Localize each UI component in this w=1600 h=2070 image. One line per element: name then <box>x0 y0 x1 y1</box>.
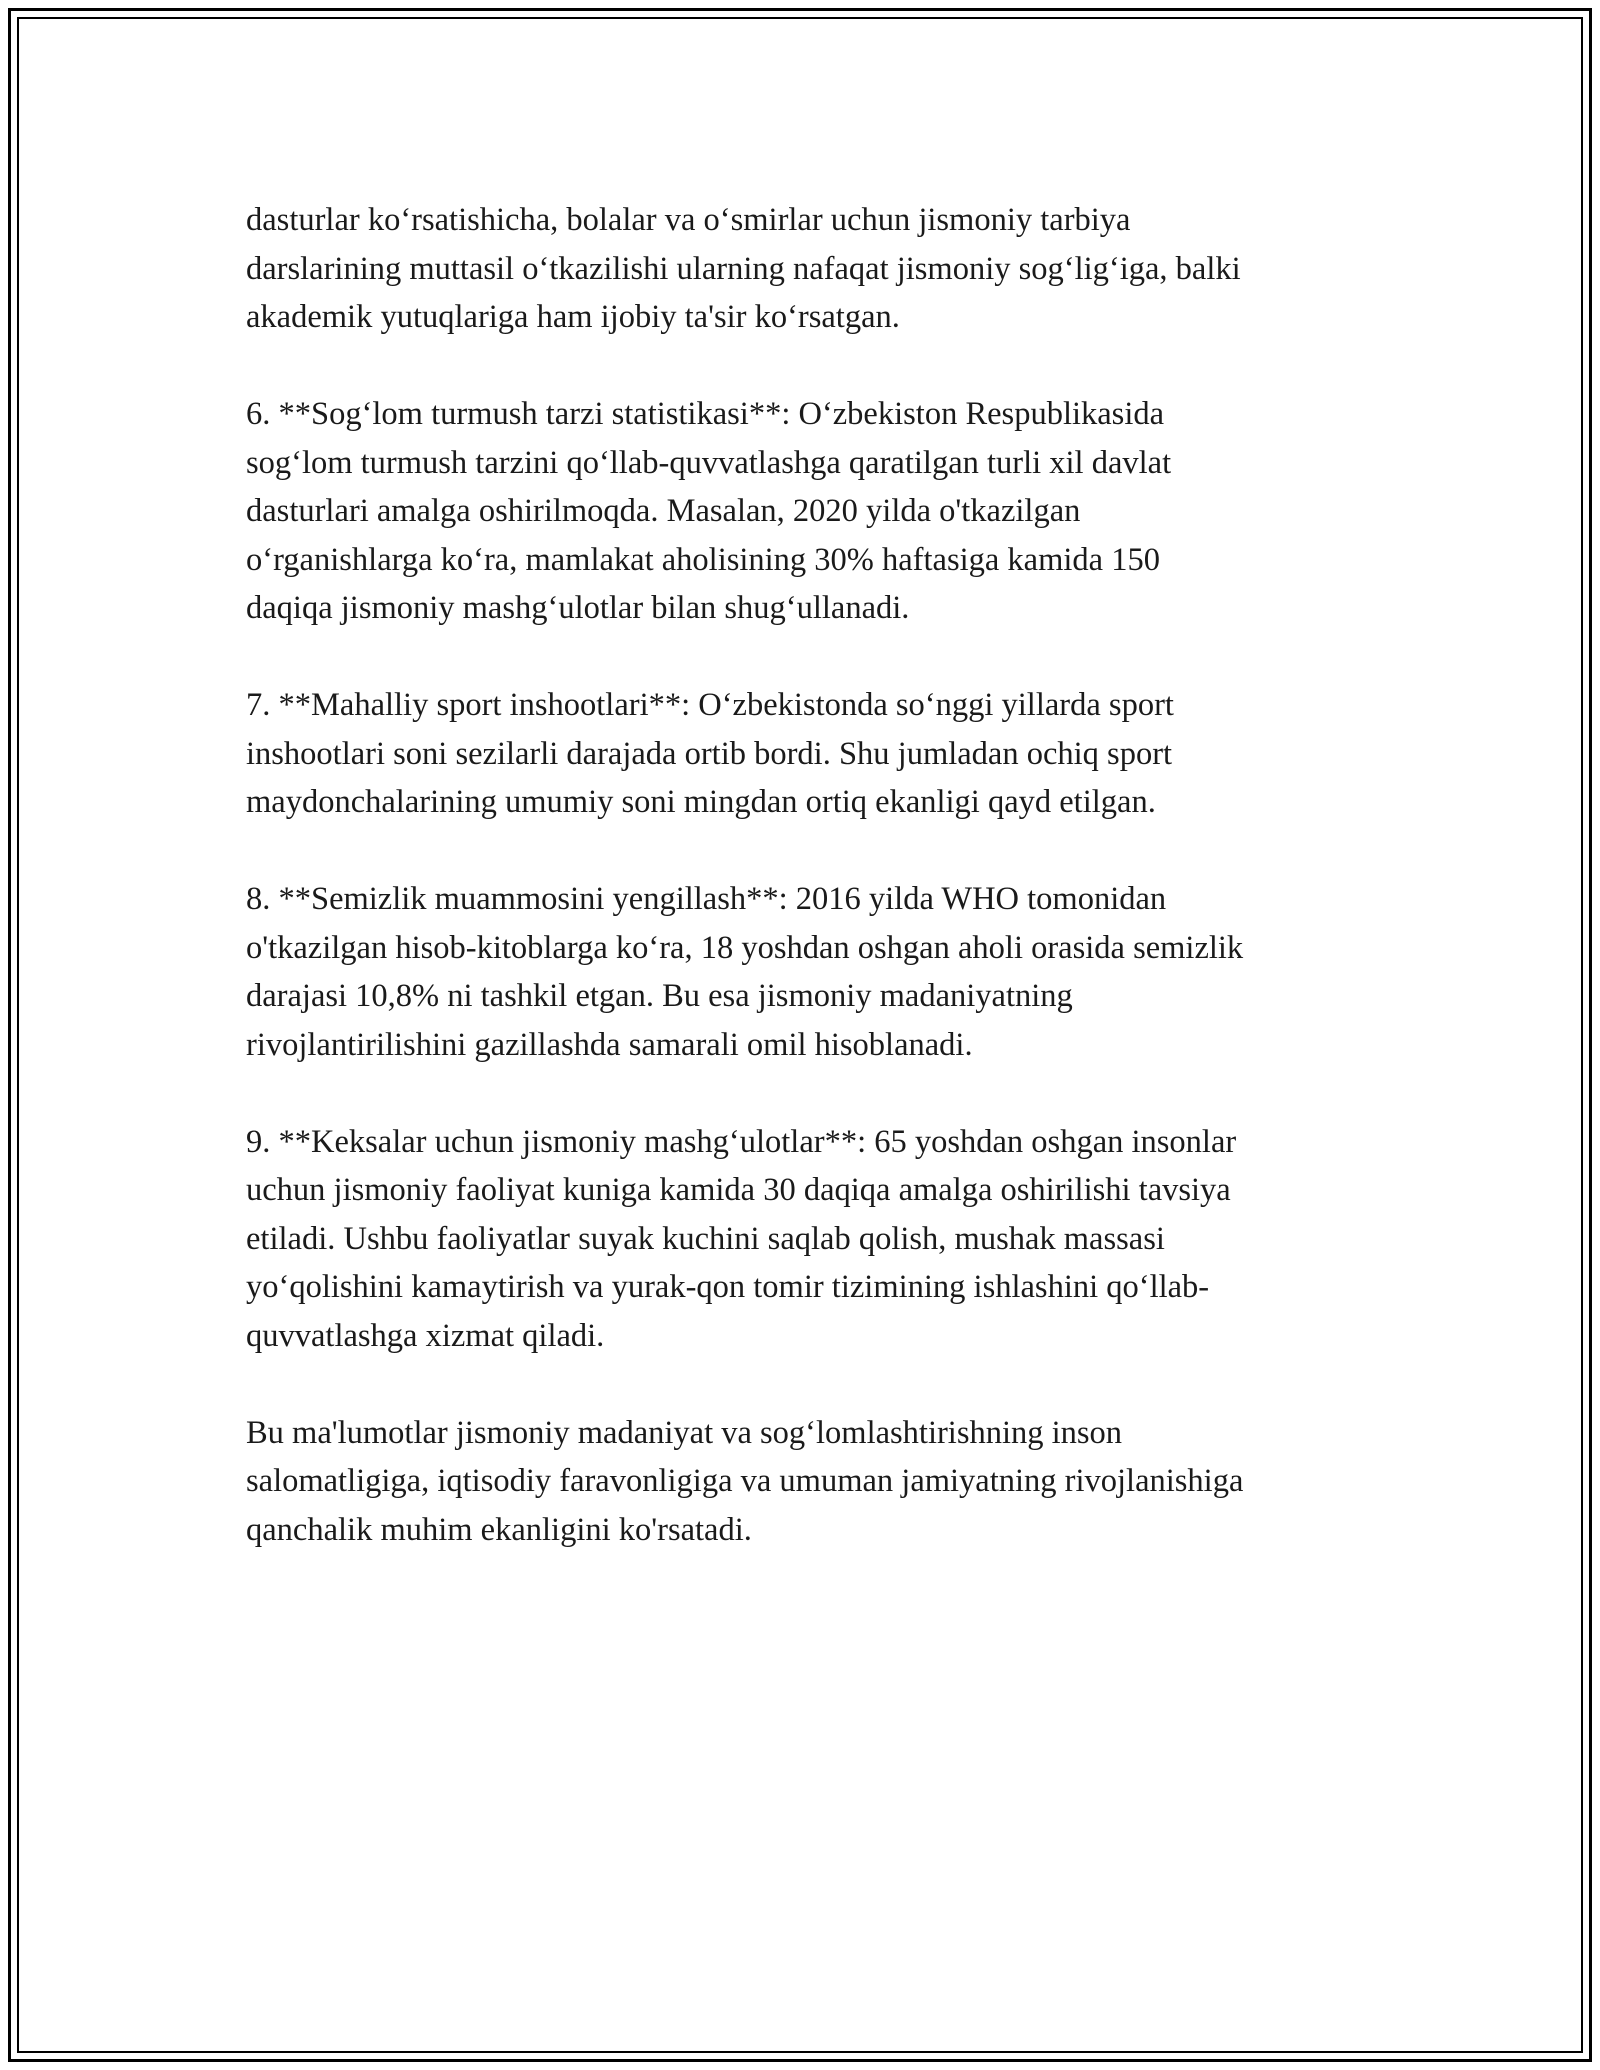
text-line: o'tkazilgan hisob-kitoblarga koʻra, 18 yoshdan oshgan aholi orasida semizlik <box>246 929 1244 966</box>
text-line: rivojlantirilishini gazillashda samarali omil hisoblanadi. <box>246 1026 973 1063</box>
paragraph-conclusion <box>246 1409 1396 1555</box>
text-line: akademik yutuqlariga ham ijobiy ta'sir koʻrsatgan. <box>246 299 900 335</box>
paragraph-item-7 <box>246 681 1396 827</box>
text-line: salomatligiga, iqtisodiy faravonligiga va umuman jamiyatning rivojlanishiga <box>246 1463 1244 1499</box>
text-line: oʻrganishlarga koʻra, mamlakat aholisining 30% haftasiga kamida 150 <box>246 541 1160 578</box>
text-line: darslarining muttasil oʻtkazilishi ularning nafaqat jismoniy sogʻligʻiga, balki <box>246 250 1241 287</box>
text-line: maydonchalarining umumiy soni mingdan ortiq ekanligi qayd etilgan. <box>246 784 1156 820</box>
text-line: sogʻlom turmush tarzini qoʻllab-quvvatlashga qaratilgan turli xil davlat <box>246 444 1172 481</box>
paragraph-item-6 <box>246 390 1396 633</box>
document-body <box>246 196 1396 1603</box>
text-line: Bu ma'lumotlar jismoniy madaniyat va sogʻlomlashtirishning inson <box>246 1414 1123 1451</box>
paragraph-intro-continuation <box>246 196 1396 342</box>
text-line: dasturlari amalga oshirilmoqda. Masalan, 2020 yilda o'tkazilgan <box>246 493 1081 529</box>
text-line: dasturlar koʻrsatishicha, bolalar va oʻsmirlar uchun jismoniy tarbiya <box>246 202 1131 238</box>
text-line: uchun jismoniy faoliyat kuniga kamida 30 daqiqa amalga oshirilishi tavsiya <box>246 1172 1231 1208</box>
text-line: inshootlari soni sezilarli darajada ortib bordi. Shu jumladan ochiq sport <box>246 735 1173 772</box>
page-frame <box>8 8 1592 2062</box>
text-line: 8. **Semizlik muammosini yengillash**: 2016 yilda WHO tomonidan <box>246 881 1167 917</box>
text-line: darajasi 10,8% ni tashkil etgan. Bu esa jismoniy madaniyatning <box>246 978 1073 1014</box>
text-line: 7. **Mahalliy sport inshootlari**: Oʻzbekistonda soʻnggi yillarda sport <box>246 687 1174 723</box>
text-line: 6. **Sogʻlom turmush tarzi statistikasi**: Oʻzbekiston Respublikasida <box>246 396 1165 432</box>
text-line: etiladi. Ushbu faoliyatlar suyak kuchini saqlab qolish, mushak massasi <box>246 1220 1165 1257</box>
text-line: yoʻqolishini kamaytirish va yurak-qon tomir tizimining ishlashini qoʻllab- <box>246 1269 1210 1305</box>
text-line: daqiqa jismoniy mashgʻulotlar bilan shugʻullanadi. <box>246 590 910 626</box>
text-line: qanchalik muhim ekanligini ko'rsatadi. <box>246 1511 752 1548</box>
paragraph-item-9 <box>246 1118 1396 1361</box>
text-line: 9. **Keksalar uchun jismoniy mashgʻulotlar**: 65 yoshdan oshgan insonlar <box>246 1123 1237 1160</box>
paragraph-item-8 <box>246 875 1396 1069</box>
text-line: quvvatlashga xizmat qiladi. <box>246 1317 605 1354</box>
